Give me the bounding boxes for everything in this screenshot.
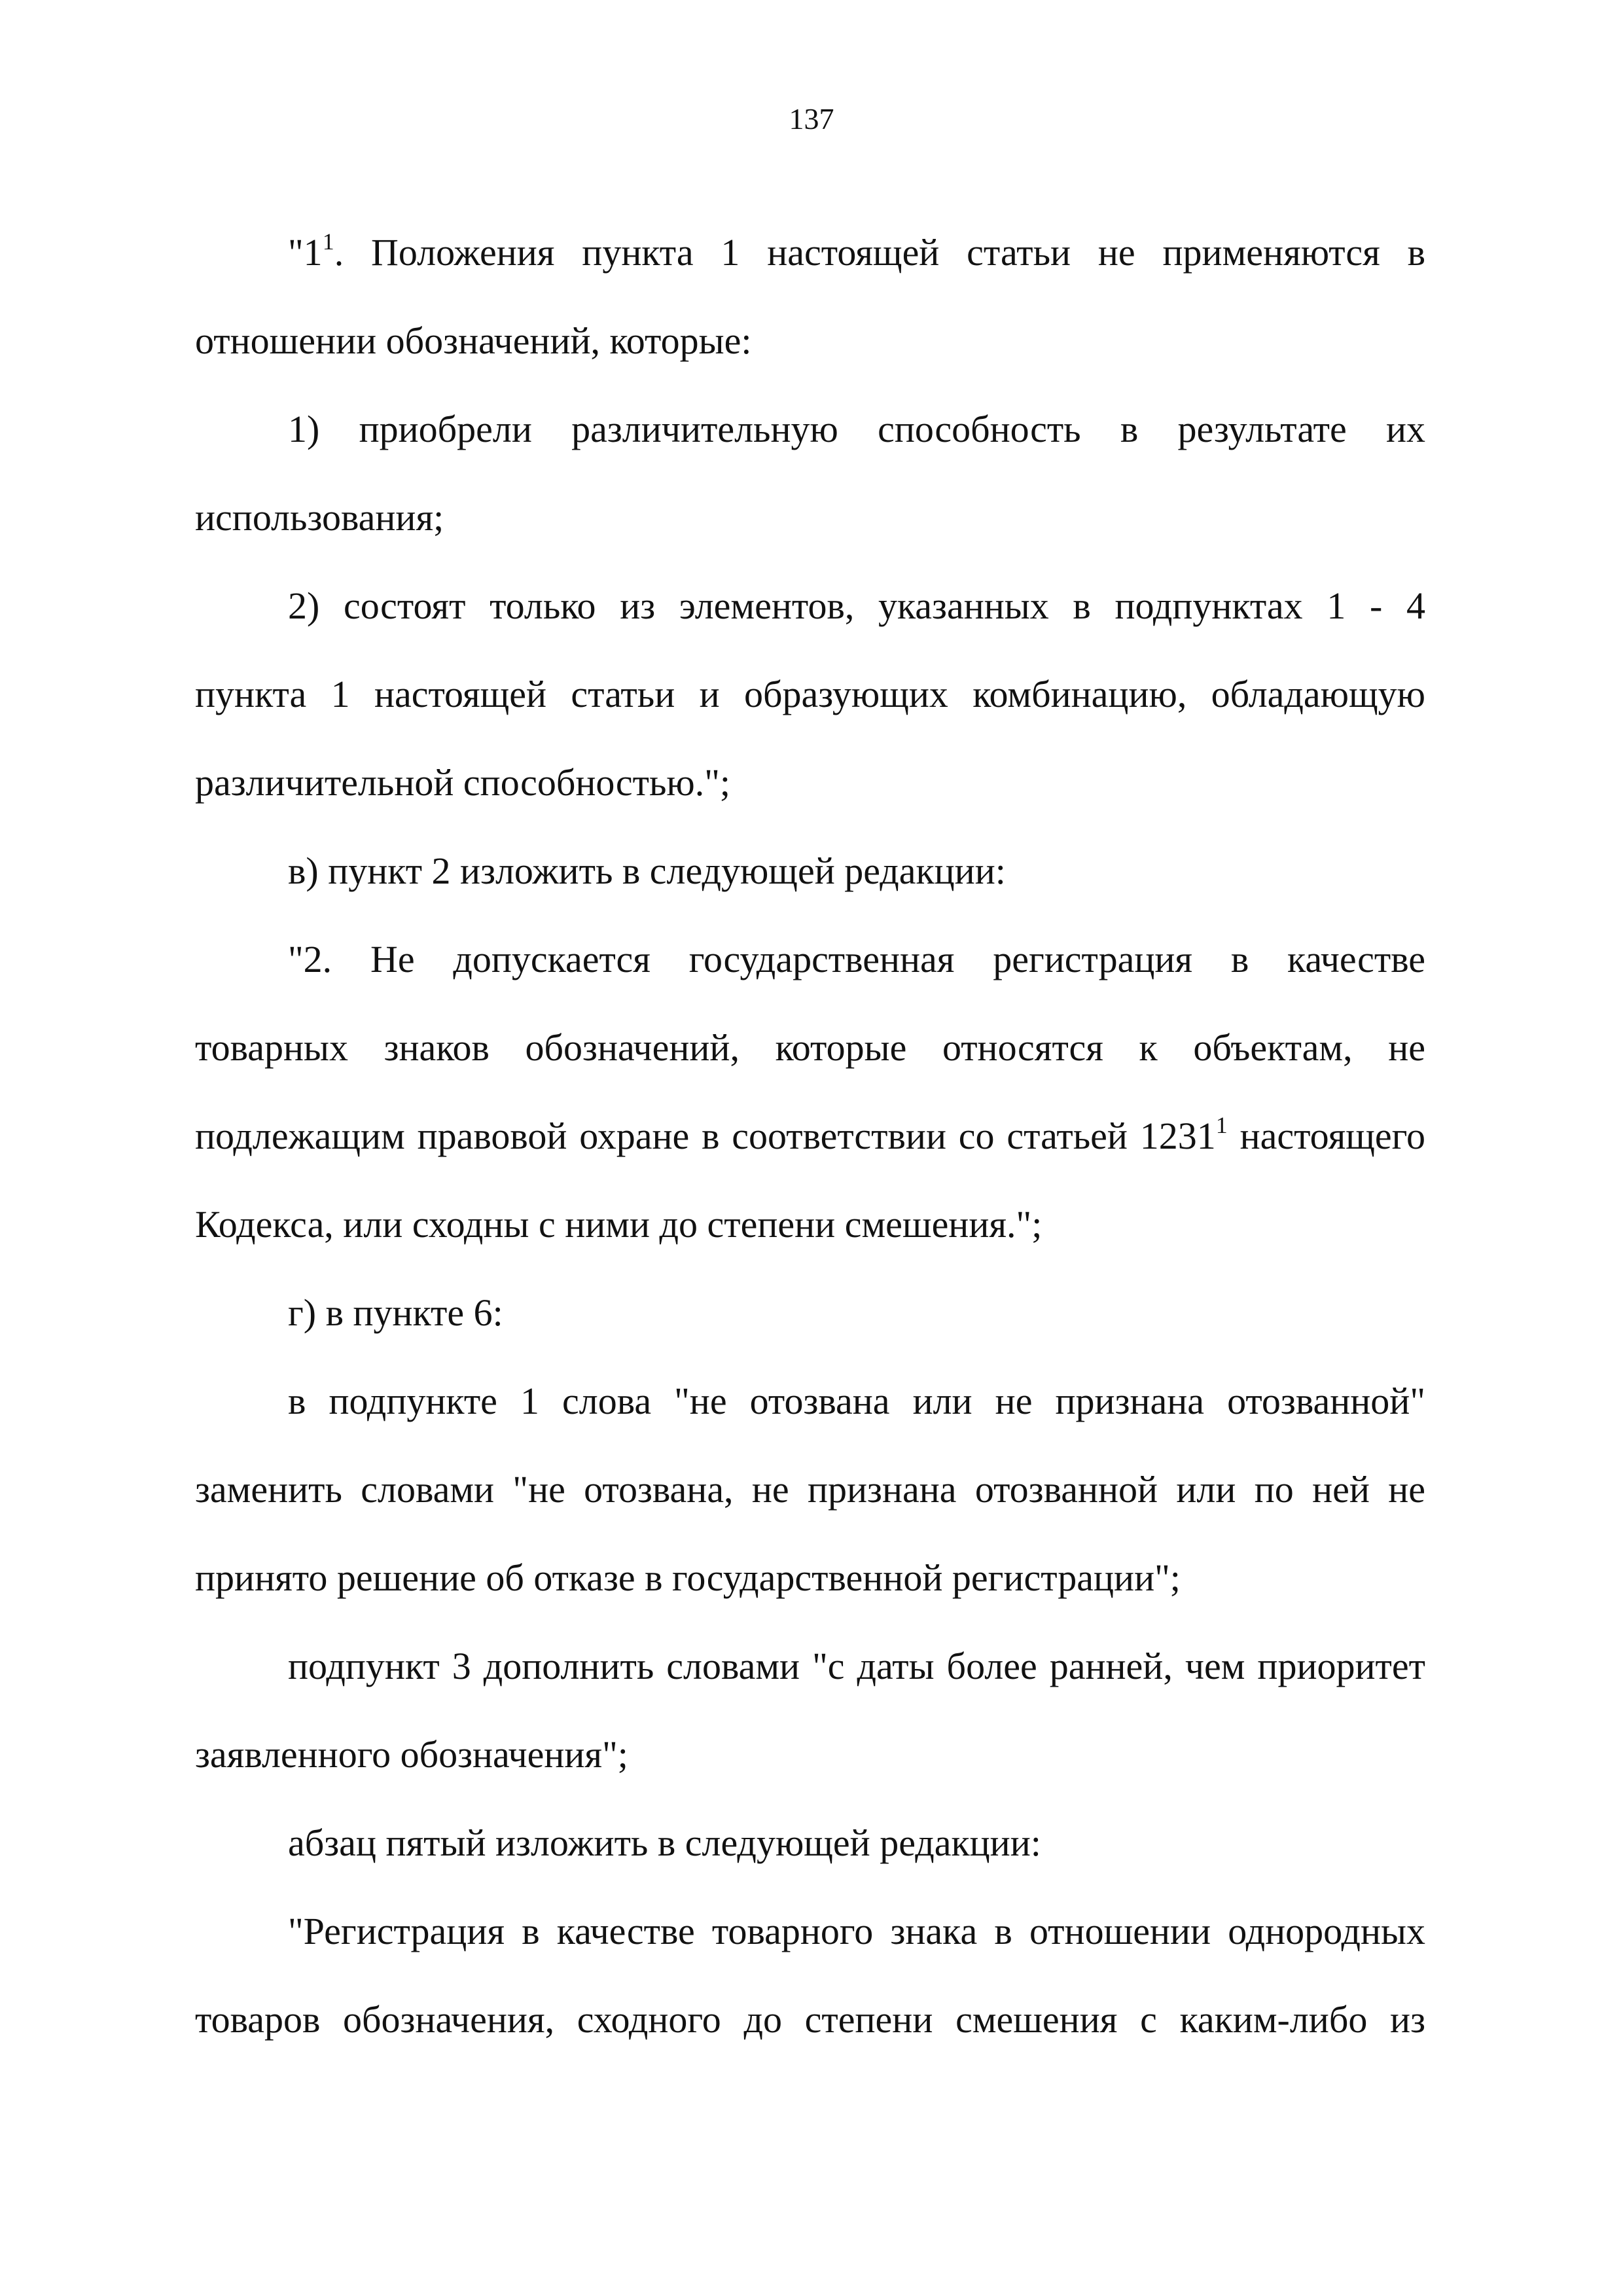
paragraph-6	[195, 1268, 1425, 1357]
paragraph-3-line-2: пункта 1 настоящей статьи и образующих комбинацию, обладающую	[195, 673, 1425, 715]
paragraph-7-line-2: заменить словами "не отозвана, не признана отозванной или по ней не	[195, 1468, 1425, 1511]
paragraph-4-line-1: в) пункт 2 изложить в следующей редакции:	[288, 850, 1006, 892]
paragraph-5-line-1: "2. Не допускается государственная регистрация в качестве	[288, 938, 1425, 980]
paragraph-1-line-1	[195, 208, 1425, 296]
paragraph-9-line-1: абзац пятый изложить в следующей редакции:	[288, 1821, 1041, 1864]
paragraph-8	[195, 1622, 1425, 1799]
page-number: 137	[789, 102, 834, 135]
paragraph-2-line-1: 1) приобрели различительную способность в результате их	[288, 408, 1425, 450]
paragraph-5-line-3-pre: подлежащим правовой охране в соответствии со статьей 1231	[195, 1115, 1216, 1157]
paragraph-5	[195, 915, 1425, 1268]
paragraph-1-line-1-pre: "1	[288, 231, 323, 274]
paragraph-1	[195, 208, 1425, 385]
paragraph-7	[195, 1357, 1425, 1622]
paragraph-5-line-4: Кодекса, или сходны с ними до степени смешения.";	[195, 1203, 1043, 1246]
paragraph-5-line-2: товарных знаков обозначений, которые относятся к объектам, не	[195, 1026, 1425, 1069]
paragraph-6-line-1: г) в пункте 6:	[288, 1291, 503, 1334]
paragraph-4	[195, 827, 1425, 915]
paragraph-3-line-1: 2) состоят только из элементов, указанных в подпунктах 1 - 4	[288, 584, 1425, 627]
paragraph-10-line-2: товаров обозначения, сходного до степени смешения с каким-либо из	[195, 1998, 1425, 2041]
paragraph-2	[195, 385, 1425, 562]
paragraph-2-line-2: использования;	[195, 496, 444, 539]
paragraph-5-superscript: 1	[1215, 1112, 1228, 1138]
paragraph-10-line-1: "Регистрация в качестве товарного знака в отношении однородных	[288, 1910, 1425, 1952]
paragraph-7-line-3: принято решение об отказе в государственной регистрации";	[195, 1556, 1181, 1599]
paragraph-1-line-1-post: . Положения пункта 1 настоящей статьи не применяются в	[334, 231, 1425, 274]
paragraph-5-line-3	[195, 1092, 1425, 1180]
paragraph-5-line-3-post: настоящего	[1227, 1115, 1425, 1157]
paragraph-8-line-2: заявленного обозначения";	[195, 1733, 628, 1776]
paragraph-7-line-1: в подпункте 1 слова "не отозвана или не признана отозванной"	[288, 1380, 1425, 1422]
paragraph-10	[195, 1887, 1425, 2064]
paragraph-1-line-2: отношении обозначений, которые:	[195, 319, 752, 362]
paragraph-1-superscript: 1	[322, 228, 334, 255]
paragraph-8-line-1: подпункт 3 дополнить словами "с даты более ранней, чем приоритет	[288, 1645, 1425, 1687]
paragraph-9	[195, 1799, 1425, 1887]
paragraph-3	[195, 562, 1425, 827]
paragraph-3-line-3: различительной способностью.";	[195, 761, 731, 804]
